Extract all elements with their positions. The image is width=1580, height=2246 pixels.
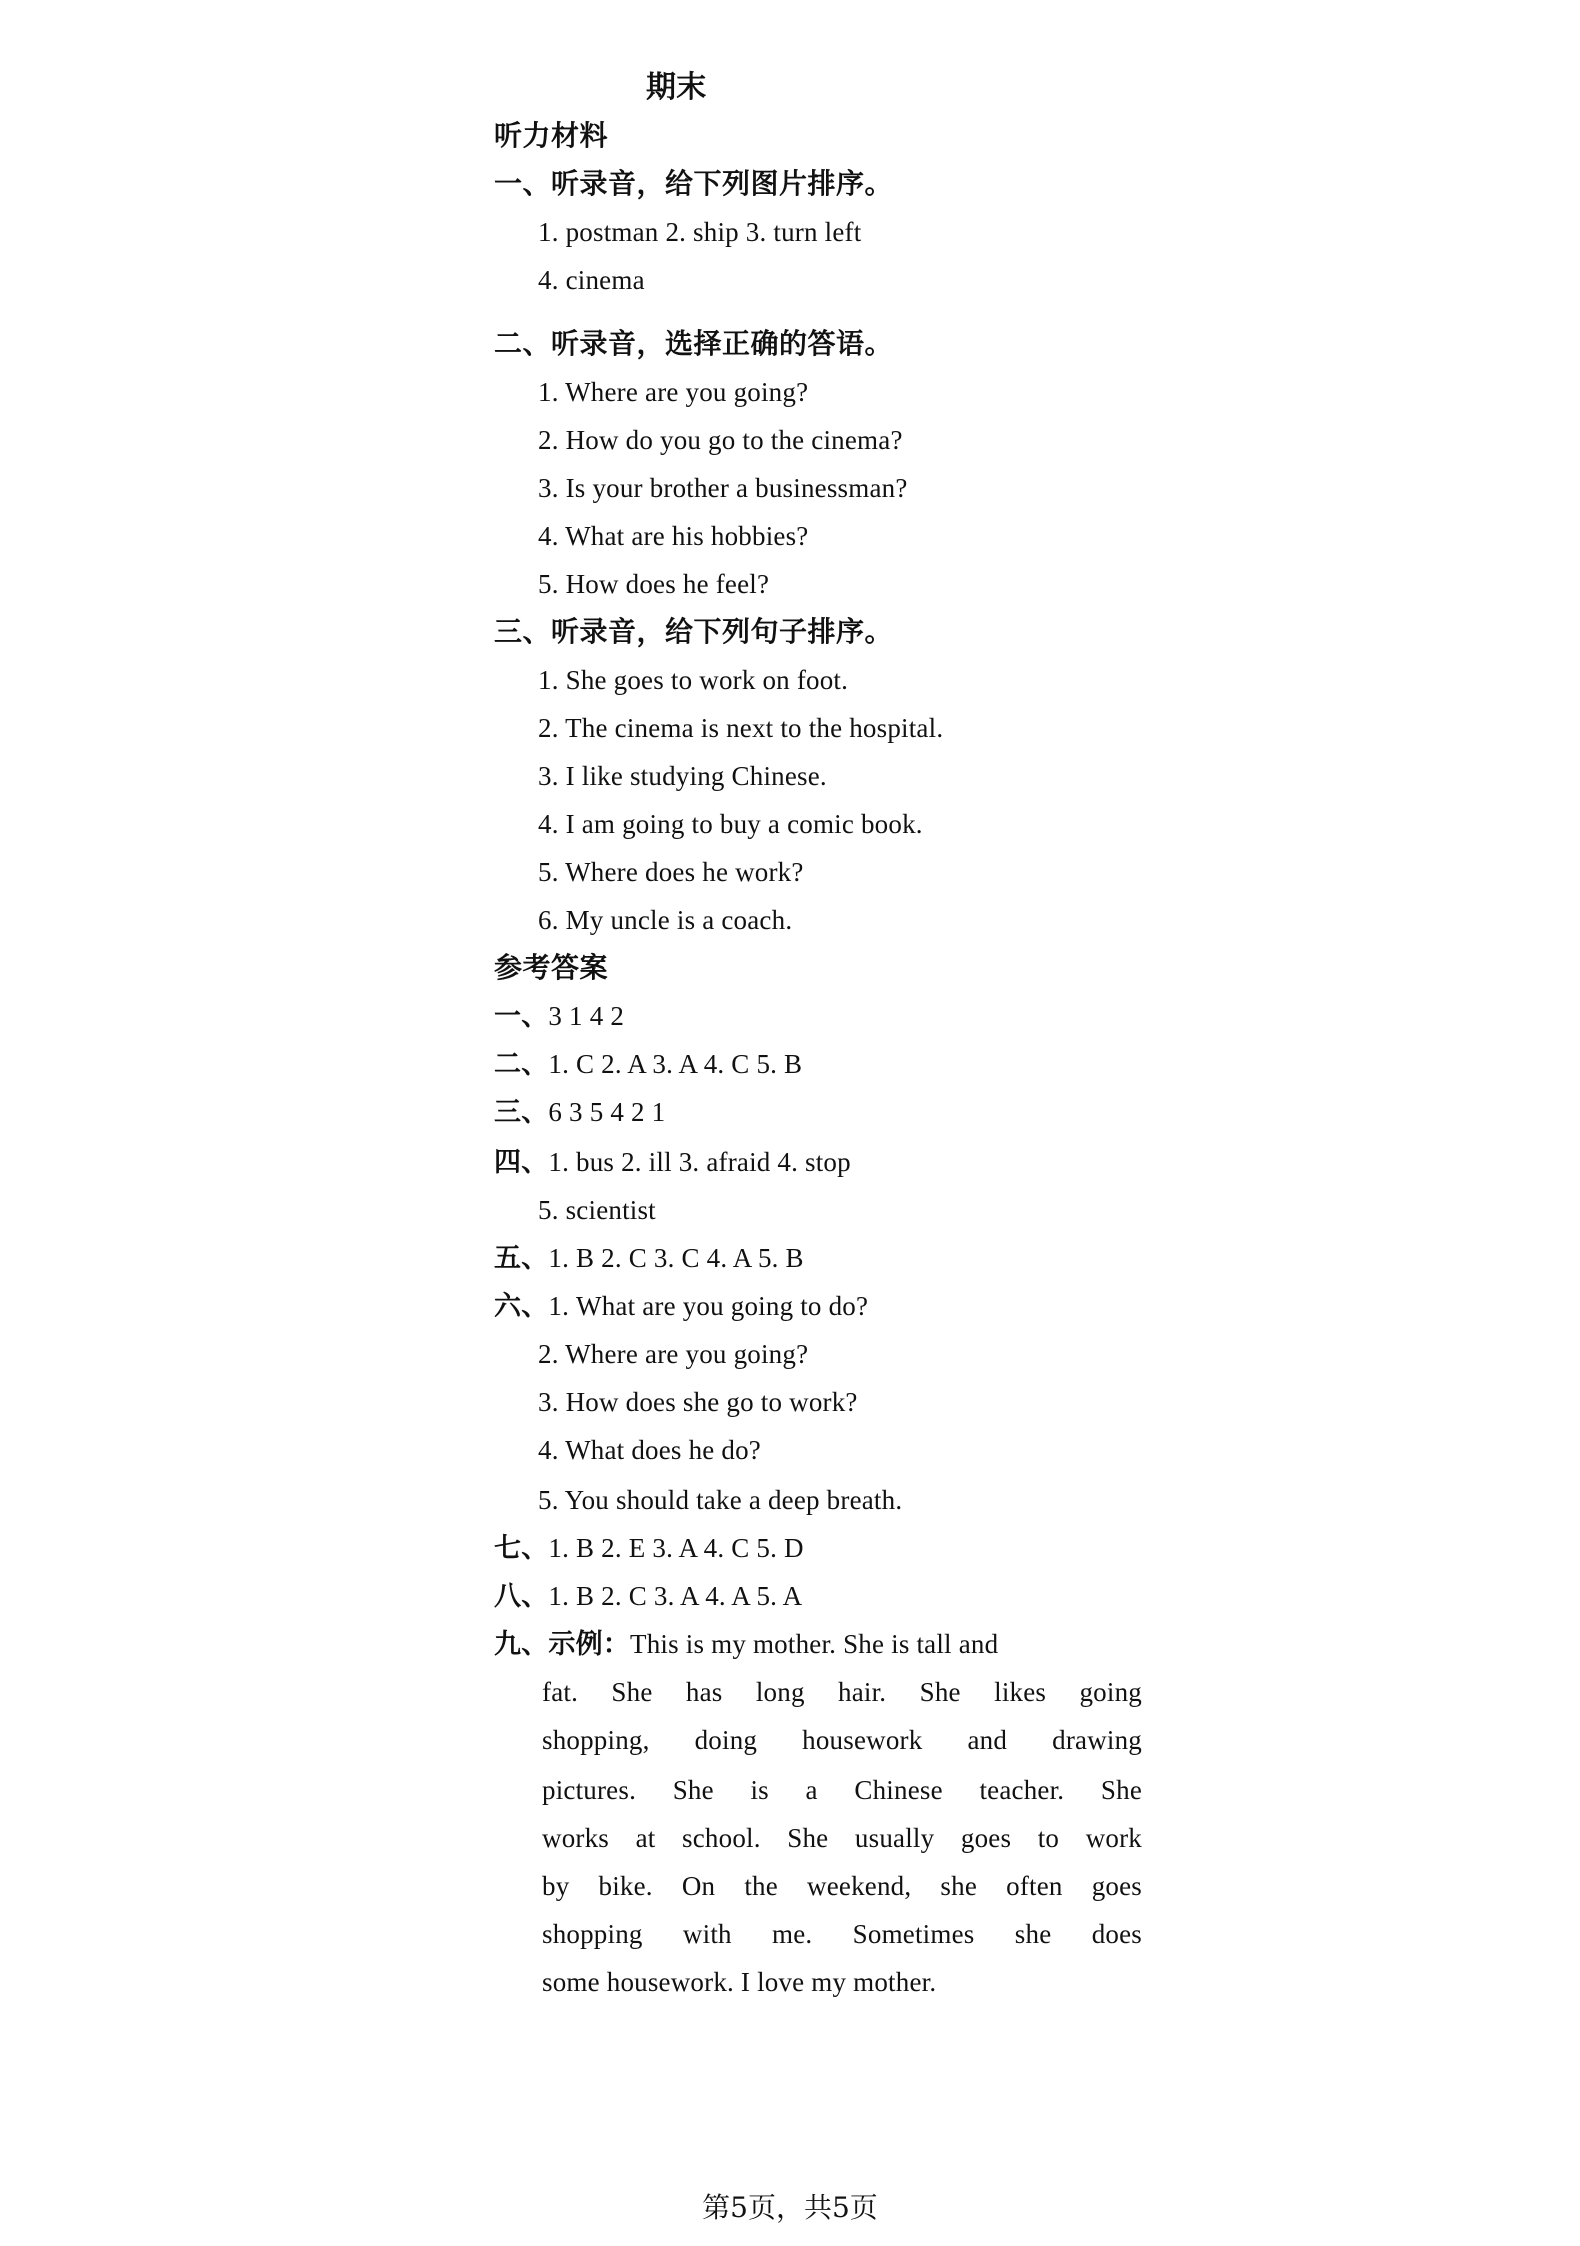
answer-continuation: 3. How does she go to work? (538, 1387, 858, 1417)
answer-marker: 二、 (494, 1049, 549, 1080)
section3-heading: 三、听录音，给下列句子排序。 (494, 615, 894, 648)
section3-line: 4. I am going to buy a comic book. (538, 809, 923, 839)
answer-text: 3 1 4 2 (548, 1001, 625, 1031)
answer-text: 1. B 2. C 3. C 4. A 5. B (548, 1243, 804, 1273)
example-line: shopping with me. Sometimes she does (542, 1919, 1142, 1949)
example-label: 示例： (548, 1629, 631, 1660)
answer-marker: 四、 (494, 1147, 549, 1178)
example-line: by bike. On the weekend, she often goes (542, 1871, 1142, 1901)
answer-marker: 九、 (494, 1629, 549, 1660)
page-footer: 第5页，共5页 (702, 2191, 878, 2224)
answers-heading: 参考答案 (494, 951, 609, 984)
answer-text: 6 3 5 4 2 1 (548, 1097, 666, 1127)
answer-marker: 八、 (494, 1581, 549, 1612)
section1-heading: 一、听录音，给下列图片排序。 (494, 167, 894, 200)
example-line: pictures. She is a Chinese teacher. She (542, 1775, 1142, 1805)
section3-line: 2. The cinema is next to the hospital. (538, 713, 944, 743)
section1-line: 4. cinema (538, 265, 645, 295)
answer-row-9 (494, 1626, 998, 1663)
answer-row-7 (494, 1530, 804, 1567)
listening-heading: 听力材料 (494, 119, 609, 152)
answer-row-4 (494, 1144, 851, 1181)
page-title: 期末 (646, 70, 707, 105)
section2-line: 2. How do you go to the cinema? (538, 425, 903, 455)
answer-text: 1. C 2. A 3. A 4. C 5. B (548, 1049, 803, 1079)
example-line: shopping, doing housework and drawing (542, 1725, 1142, 1755)
answer-row-3 (494, 1094, 665, 1131)
section2-line: 1. Where are you going? (538, 377, 809, 407)
section1-line: 1. postman 2. ship 3. turn left (538, 217, 862, 247)
section2-heading: 二、听录音，选择正确的答语。 (494, 327, 894, 360)
example-line: works at school. She usually goes to work (542, 1823, 1142, 1853)
section3-line: 6. My uncle is a coach. (538, 905, 793, 935)
answer-marker: 七、 (494, 1533, 549, 1564)
answer-row-1 (494, 998, 624, 1035)
answer-row-6 (494, 1288, 868, 1325)
example-first-line: This is my mother. She is tall and (630, 1629, 999, 1659)
answer-text: 1. What are you going to do? (548, 1291, 869, 1321)
section2-line: 4. What are his hobbies? (538, 521, 809, 551)
answer-marker: 五、 (494, 1243, 549, 1274)
answer-marker: 一、 (494, 1001, 549, 1032)
section2-line: 3. Is your brother a businessman? (538, 473, 908, 503)
answer-text: 1. bus 2. ill 3. afraid 4. stop (548, 1147, 851, 1177)
answer-row-2 (494, 1046, 802, 1083)
answer-marker: 三、 (494, 1097, 549, 1128)
answer-marker: 六、 (494, 1291, 549, 1322)
section3-line: 1. She goes to work on foot. (538, 665, 849, 695)
answer-text: 1. B 2. C 3. A 4. A 5. A (548, 1581, 803, 1611)
answer-continuation: 5. scientist (538, 1195, 656, 1225)
example-line-last: some housework. I love my mother. (542, 1967, 937, 1997)
answer-continuation: 2. Where are you going? (538, 1339, 809, 1369)
answer-row-5 (494, 1240, 804, 1277)
answer-text: 1. B 2. E 3. A 4. C 5. D (548, 1533, 804, 1563)
example-line: fat. She has long hair. She likes going (542, 1677, 1142, 1707)
section3-line: 3. I like studying Chinese. (538, 761, 827, 791)
answer-continuation: 4. What does he do? (538, 1435, 761, 1465)
section2-line: 5. How does he feel? (538, 569, 770, 599)
answer-continuation: 5. You should take a deep breath. (538, 1485, 903, 1515)
answer-row-8 (494, 1578, 802, 1615)
section3-line: 5. Where does he work? (538, 857, 804, 887)
